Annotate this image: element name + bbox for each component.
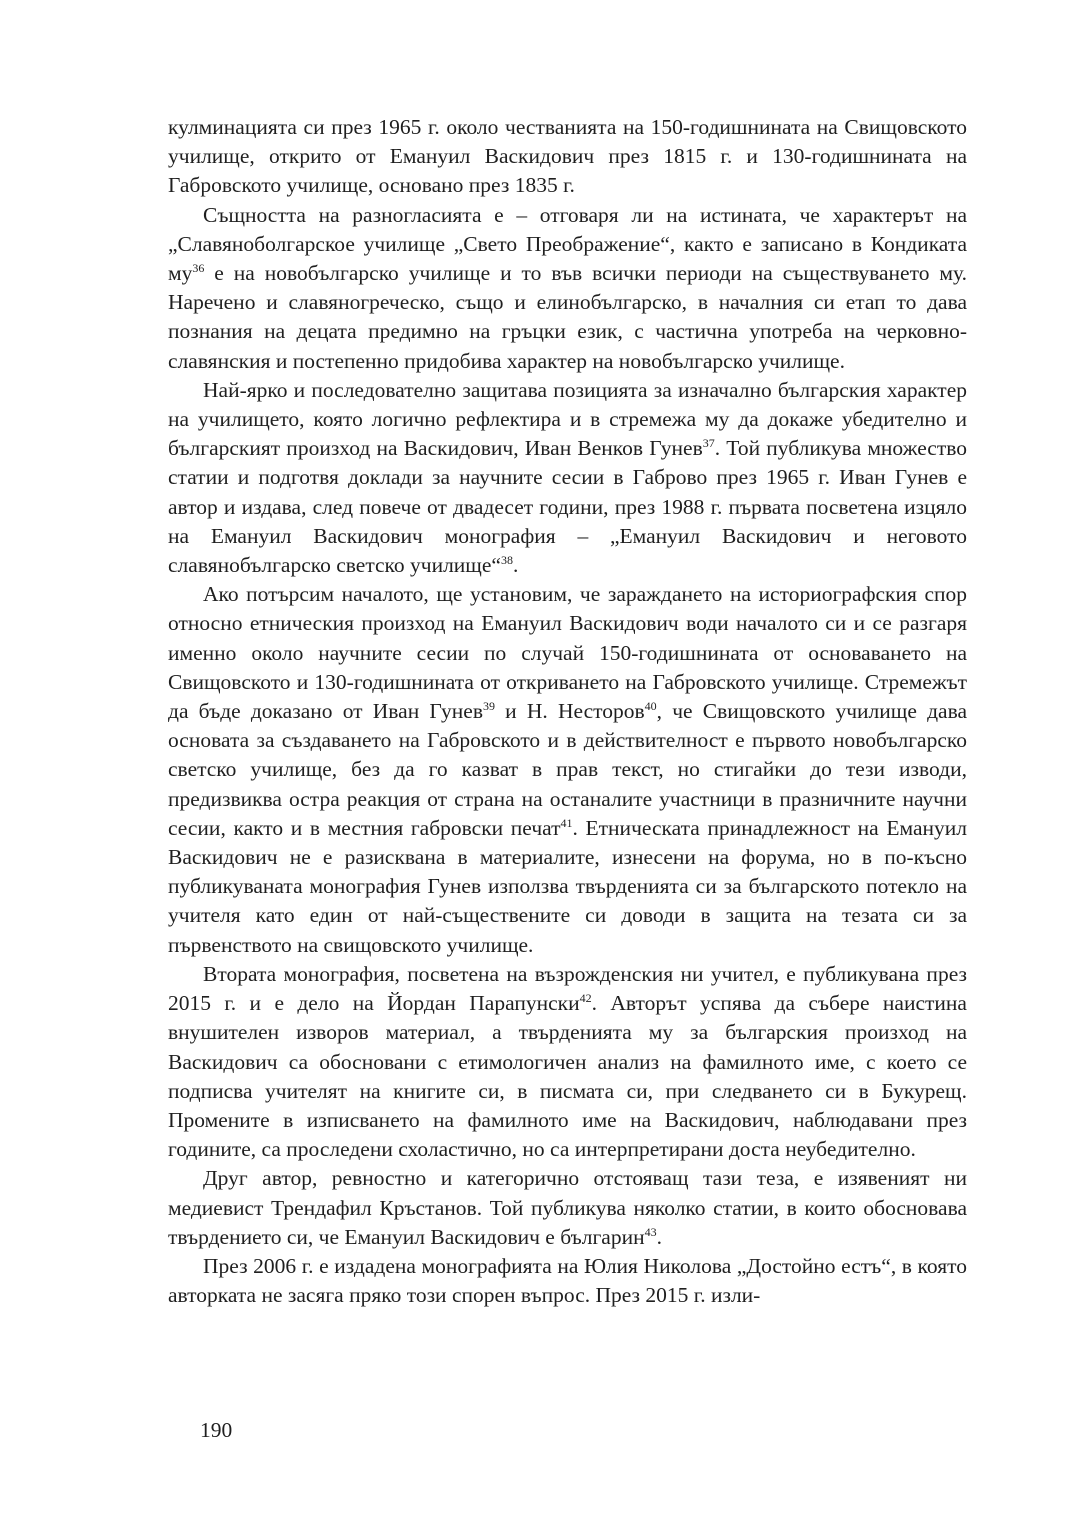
text-run: .: [656, 1224, 662, 1249]
paragraph-4: [168, 580, 967, 960]
paragraph-2: [168, 201, 967, 376]
paragraph-1: [168, 113, 967, 201]
text-run: .: [512, 553, 519, 578]
paragraph-7: [168, 1252, 967, 1310]
text-run: Друг автор, ревностно и категорично отстояващ тази теза, е изявеният ни медиевист Трендафил Кръстанов. Той публикува няколко статии, в които обосновава твърдението си, че Емануил Васкидович е българин: [168, 1166, 967, 1249]
text-run: е на новобългарско училище и то във всички периоди на съществуването му. Наречено и славяногреческо, също и елинобългарско, в началния си етап то дава познания на децата предимно на гръцки език, с частична употреба на черковно-славянския и постепенно придобива характер на новобългарско училище.: [168, 261, 967, 373]
footnote-reference: 41: [560, 815, 573, 830]
footnote-reference: 38: [500, 553, 513, 568]
text-run: Втората монография, посветена на възрожденския ни учител, е публикувана през 2015 г. и е дело на Йордан Парапунски: [168, 961, 967, 1016]
paragraph-5: [168, 960, 967, 1164]
body-text: [168, 113, 967, 1310]
footnote-reference: 39: [482, 699, 495, 714]
footnote-reference: 37: [702, 436, 715, 451]
text-run: . Той публикува множество статии и подготвя доклади за научните сесии в Габрово през 1965 г. Иван Гунев е автор и издава, след повече от двадесет години, през 1988 г. първата посветена изцяло на Емануил Васкидович монография – „Емануил Васкидович и неговото славянобългарско светско училище“: [168, 436, 967, 578]
page-number: 190: [200, 1418, 233, 1442]
footnote-reference: 43: [644, 1224, 657, 1239]
text-run: и Н. Несторов: [494, 699, 645, 724]
text-run: кулминацията си през 1965 г. около честванията на 150-годишнината на Свищовското училище, открито от Емануил Васкидович през 1815 г. и 130-годишнината на Габровското училище, основано през 1835 г.: [168, 115, 967, 198]
text-run: . Авторът успява да събере наистина внушителен изворов материал, а твърденията му за българския произход на Васкидович са обосновани с етимологичен анализ на фамилното име, с което се подписва учителят на книгите си, в писмата си, при следването си в Букурещ. Промените в изписването на фамилното име на Васкидович, наблюдавани през годините, са проследени схоластично, но са интерпретирани доста неубедително.: [168, 991, 967, 1162]
text-run: Същността на разногласията е – отговаря ли на истината, че характерът на „Славяноболгарское училище „Свето Преображение“, както е записано в Кондиката му: [168, 202, 967, 286]
paragraph-3: [168, 376, 967, 580]
text-run: Най-ярко и последователно защитава позицията за изначално българския характер на училището, която логично рефлектира и в стремежа му да докаже убедително и българският произход на Васкидович, Иван Венков Гунев: [168, 377, 967, 461]
paragraph-6: [168, 1164, 967, 1252]
text-run: През 2006 г. е издадена монографията на Юлия Николова „Достойно естъ“, в която авторката не засяга пряко този спорен въпрос. През 2015 г. изли-: [168, 1253, 967, 1308]
text-run: Ако потърсим началото, ще установим, че зараждането на историографския спор относно етническия произход на Емануил Васкидович води началото си и се разгаря именно около научните сесии по случай 150-годишнината от основаването на Свищовското и 130-годишнината от откриването на Габровското училище. Стремежът да бъде доказано от Иван Гунев: [168, 582, 967, 724]
text-run: . Етническата принадлежност на Емануил Васкидович не е разисквана в материалите, изнесени на форума, но в по-късно публикуваната монография Гунев използва твърденията си за българското потекло на учителя като един от най-съществените си доводи в защита на тезата си за първенството на свищовското училище.: [168, 815, 967, 957]
footnote-reference: 40: [644, 699, 657, 714]
footnote-reference: 42: [579, 991, 592, 1006]
text-run: , че Свищовското училище дава основата за създаването на Габровското и в действителност е първото новобългарско светско училище, без да го казват в прав текст, но стигайки до тези изводи, предизвиква остра реакция от страна на останалите участници в празничните научни сесии, както и в местния габровски печат: [168, 699, 967, 840]
footnote-reference: 36: [192, 261, 205, 276]
